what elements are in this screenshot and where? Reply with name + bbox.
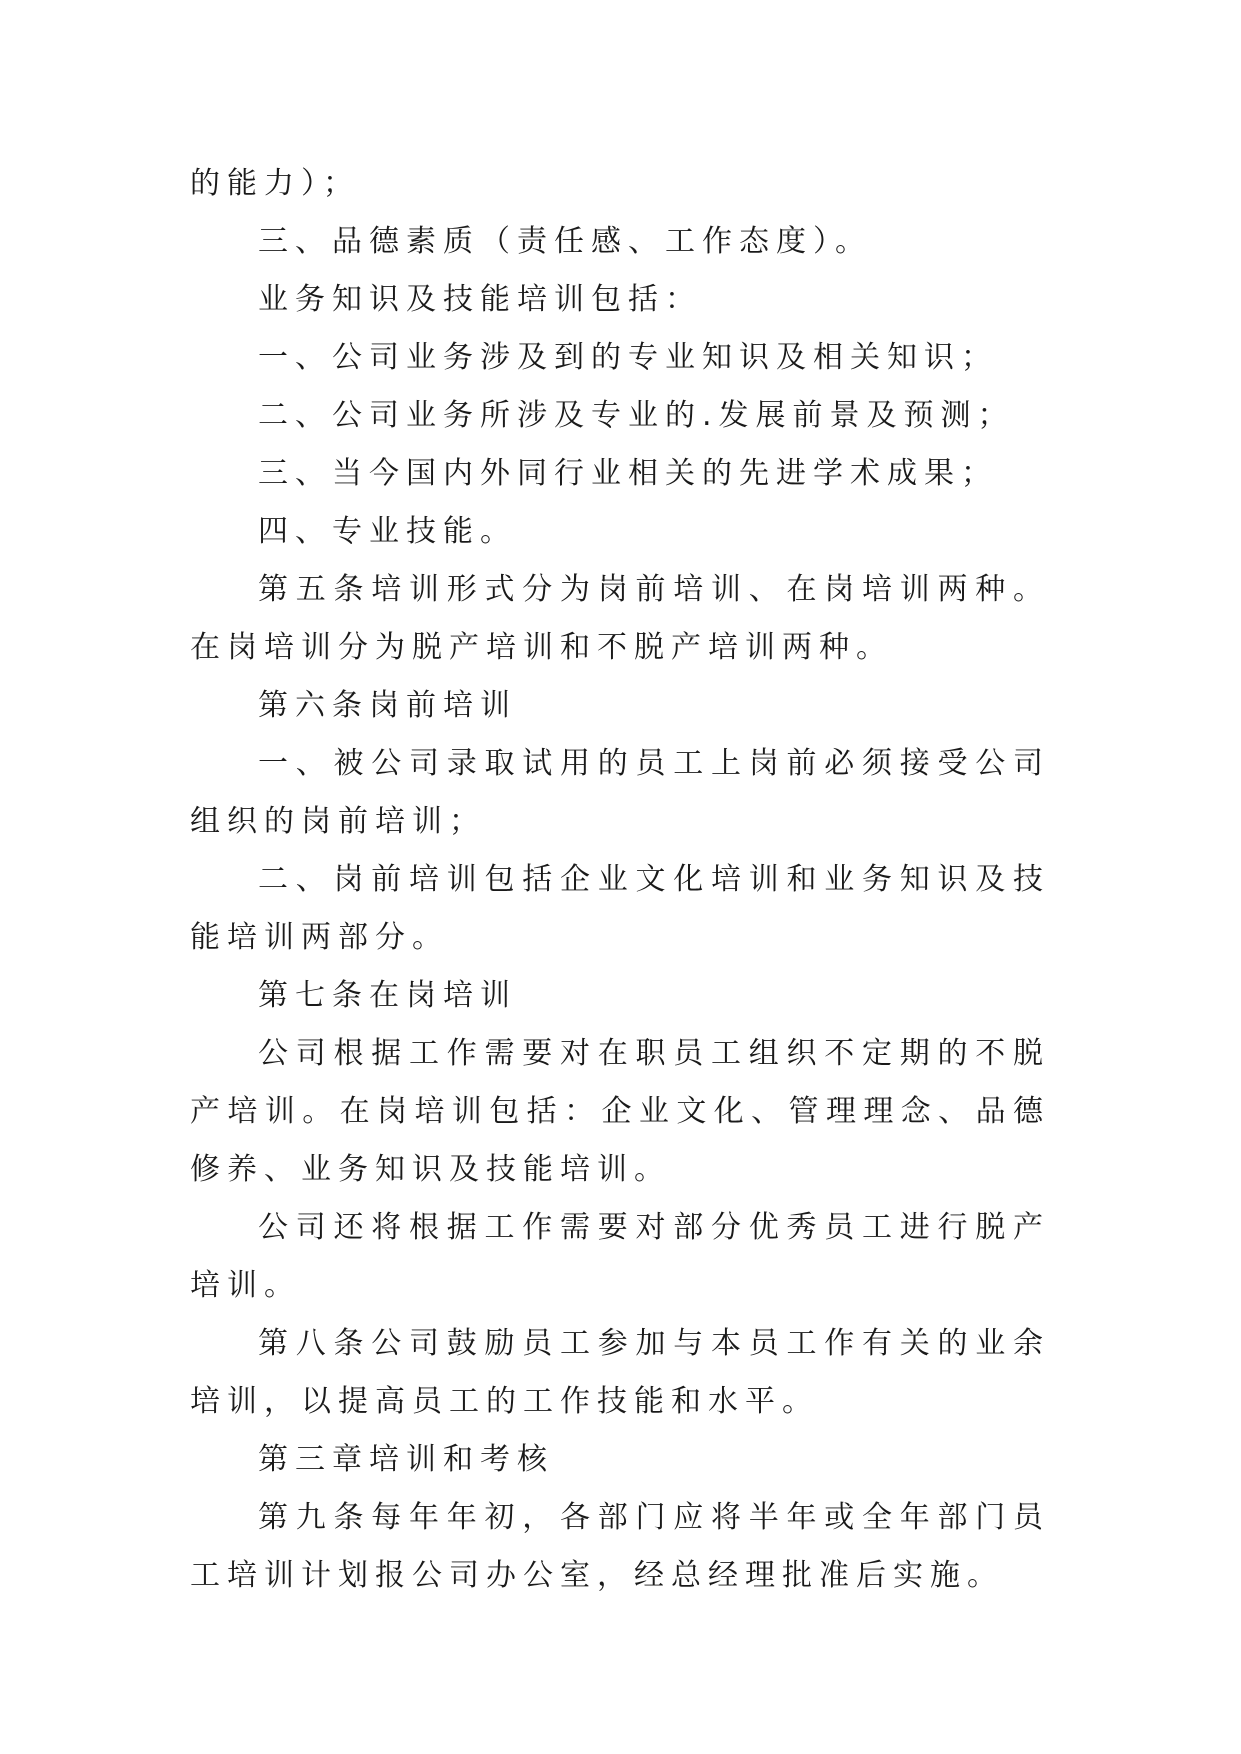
paragraph-article-6-item-1: 一、被公司录取试用的员工上岗前必须接受公司组织的岗前培训；	[190, 746, 1050, 839]
paragraph-article-7-heading: 第七条在岗培训	[258, 978, 517, 1013]
paragraph-article-9: 第九条每年年初，各部门应将半年或全年部门员工培训计划报公司办公室，经总经理批准后实施。	[190, 1500, 1050, 1593]
paragraph-article-6-item-2: 二、岗前培训包括企业文化培训和业务知识及技能培训两部分。	[190, 862, 1050, 955]
paragraph-continuation: 的能力）；	[190, 166, 360, 201]
paragraph-business-training-heading: 业务知识及技能培训包括：	[258, 282, 702, 317]
paragraph-chapter-3-heading: 第三章培训和考核	[258, 1442, 554, 1477]
paragraph-moral-quality: 三、品德素质（责任感、工作态度）。	[258, 224, 872, 259]
paragraph-article-5: 第五条培训形式分为岗前培训、在岗培训两种。在岗培训分为脱产培训和不脱产培训两种。	[190, 572, 1050, 665]
paragraph-item-3: 三、当今国内外同行业相关的先进学术成果；	[258, 456, 998, 491]
document-body	[190, 155, 1050, 1605]
paragraph-article-7-body: 公司根据工作需要对在职员工组织不定期的不脱产培训。在岗培训包括：企业文化、管理理念、品德修养、业务知识及技能培训。	[190, 1036, 1050, 1187]
paragraph-item-4: 四、专业技能。	[258, 514, 517, 549]
paragraph-article-6-heading: 第六条岗前培训	[258, 688, 517, 723]
paragraph-item-2: 二、公司业务所涉及专业的.发展前景及预测；	[258, 398, 1015, 433]
paragraph-article-7-extra: 公司还将根据工作需要对部分优秀员工进行脱产培训。	[190, 1210, 1050, 1303]
paragraph-article-8: 第八条公司鼓励员工参加与本员工作有关的业余培训，以提高员工的工作技能和水平。	[190, 1326, 1050, 1419]
paragraph-item-1: 一、公司业务涉及到的专业知识及相关知识；	[258, 340, 998, 375]
